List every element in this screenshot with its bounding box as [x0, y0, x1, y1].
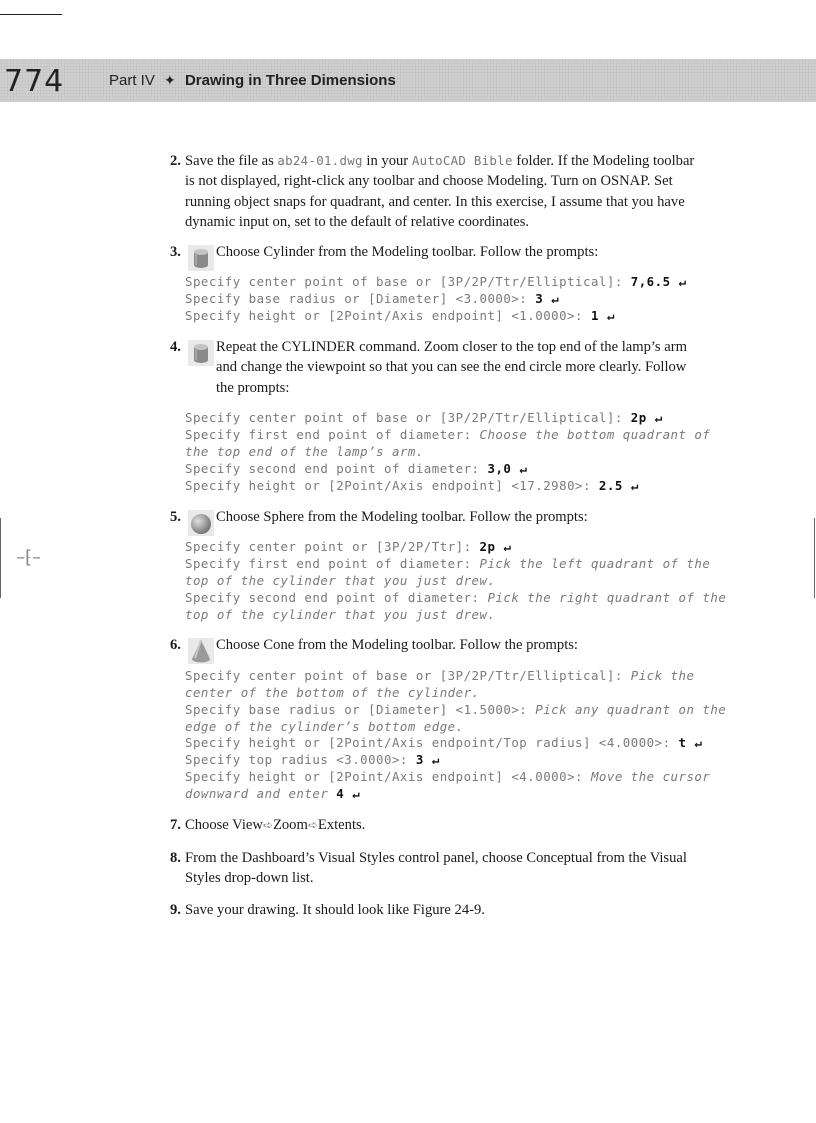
step-4: [170, 337, 711, 495]
step-7: [170, 815, 700, 835]
page-number: 774: [4, 64, 65, 99]
step-6: [170, 635, 727, 803]
step-text: Choose Sphere from the Modeling toolbar. Follow the prompts:: [216, 508, 588, 525]
step-number: 3.: [170, 243, 181, 260]
sphere-icon: [188, 510, 214, 536]
menu-arrow-icon: ➪: [262, 818, 273, 833]
step-text: [185, 815, 700, 835]
right-margin-rule: [814, 518, 815, 598]
menu-view: Choose View: [185, 817, 263, 834]
cylinder-icon: [188, 340, 214, 366]
command-prompts: Specify center point of base or [3P/2P/Ttr/Elliptical]: 7,6.5 ↵ Specify base radius or [Diameter] <3.0000>: 3 ↵ Specify height or [2Point/Axis endpoint] <1.0000>: 1 ↵: [185, 274, 687, 323]
menu-zoom: Zoom: [272, 817, 308, 834]
running-header: [109, 72, 396, 89]
step-8: [170, 848, 700, 889]
text-run: in your: [362, 153, 412, 169]
step-5: [170, 507, 727, 624]
folder-name: AutoCAD Bible: [411, 153, 513, 168]
step-text: [185, 151, 700, 233]
step-2: [170, 151, 700, 233]
step-text: Save your drawing. It should look like Figure 24-9.: [185, 902, 485, 919]
step-text: Choose Cylinder from the Modeling toolbar. Follow the prompts:: [216, 243, 599, 260]
step-3: [170, 242, 700, 325]
step-number: 5.: [170, 508, 181, 525]
step-number: 8.: [170, 849, 181, 866]
step-number: 2.: [170, 153, 181, 169]
filename: ab24-01.dwg: [277, 153, 363, 168]
diamond-separator-icon: ✦: [164, 72, 176, 88]
step-text: Repeat the CYLINDER command. Zoom closer to the top end of the lamp’s arm and change the viewpoint so that you can see the end circle more clearly. Follow the prompts:: [216, 338, 687, 396]
top-rule: [0, 14, 62, 15]
text-run: Save the file as: [185, 153, 278, 169]
cone-icon: [188, 638, 214, 664]
step-number: 4.: [170, 338, 181, 355]
step-text: Choose Cone from the Modeling toolbar. Follow the prompts:: [216, 637, 578, 654]
left-margin-rule: [0, 518, 1, 598]
step-number: 6.: [170, 637, 181, 654]
part-label: Part IV: [109, 72, 155, 89]
step-number: 9.: [170, 902, 181, 919]
command-prompts: Specify center point or [3P/2P/Ttr]: 2p ↵ Specify first end point of diameter: Pick the left quadrant of the top of the cylinder that you just drew. Specify second end point of diameter: Pick the right quadrant of the top of the cylinder that you just drew.: [185, 538, 727, 622]
command-prompts: Specify center point of base or [3P/2P/Ttr/Elliptical]: Pick the center of the bottom of the cylinder. Specify base radius or [Diameter] <1.5000>: Pick any quadrant on the edge of the cylinder’s bottom edge. Specify height or [2Point/Axis endpoint/Top radius] <4.0000>: t ↵ Specify top radius <3.0000>: 3 ↵ Specify height or [2Point/Axis endpoint] <4.0000>: Move the cursor downward and enter 4 ↵: [185, 667, 727, 802]
exercise-steps: [170, 151, 727, 930]
step-number: 7.: [170, 817, 181, 834]
step-text: From the Dashboard’s Visual Styles control panel, choose Conceptual from the Visual Styles drop-down list.: [185, 849, 687, 886]
command-prompts: Specify center point of base or [3P/2P/Ttr/Elliptical]: 2p ↵ Specify first end point of diameter: Choose the bottom quadrant of the top end of the lamp’s arm. Specify second end point of diameter: 3,0 ↵ Specify height or [2Point/Axis endpoint] <17.2980>: 2.5 ↵: [185, 409, 711, 493]
cylinder-icon: [188, 245, 214, 271]
chapter-title: Drawing in Three Dimensions: [184, 72, 396, 89]
menu-arrow-icon: ➪: [307, 818, 318, 833]
step-9: [170, 900, 700, 920]
crop-mark-icon: –⁅–: [16, 547, 42, 568]
menu-extents: Extents.: [317, 817, 366, 834]
text-run: folder. If the Modeling toolbar is not displayed, right-click any toolbar and choose Modeling. Turn on OSNAP. Set running object snaps for quadrant, and center. In this exercise, I assume that you have dynamic input on, set to the default of relative coordinates.: [185, 153, 695, 231]
